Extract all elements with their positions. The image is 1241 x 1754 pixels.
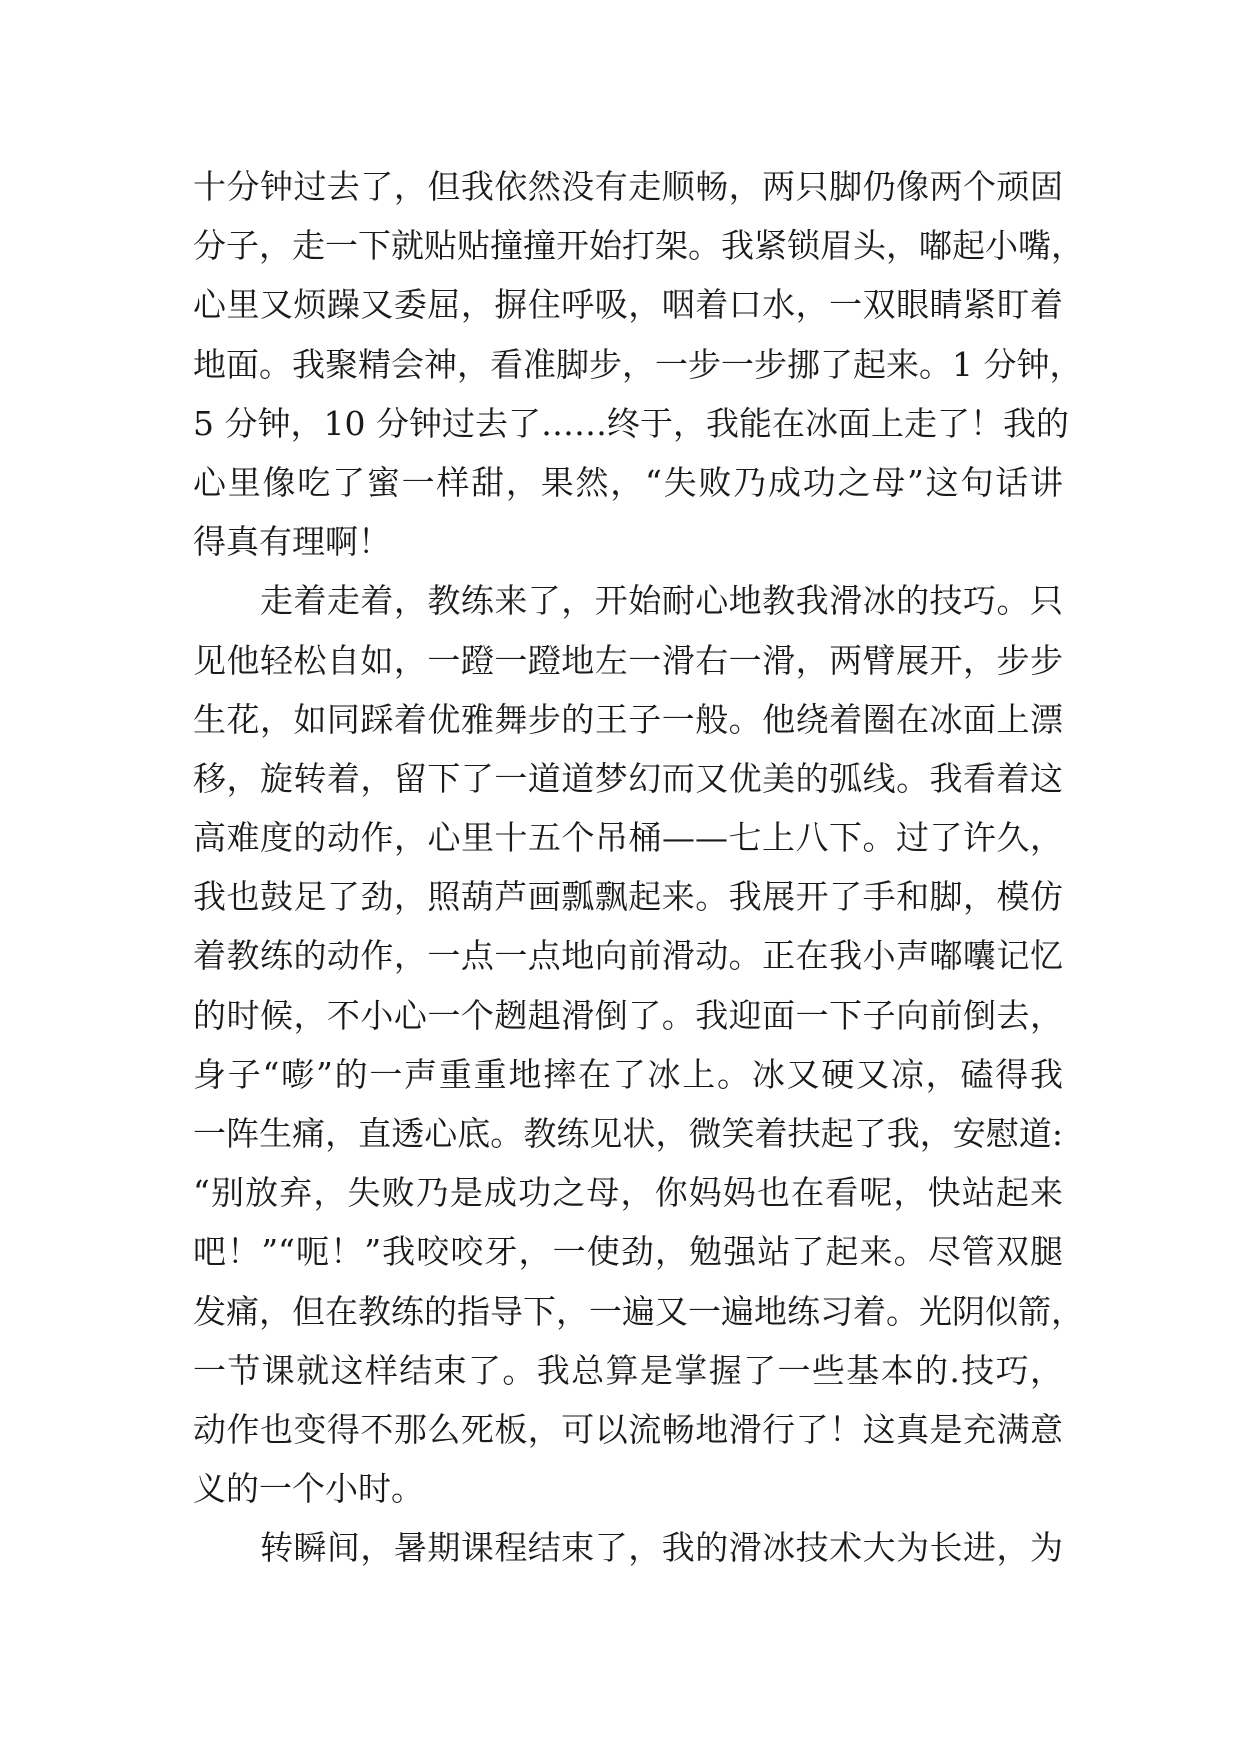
text-line: 移，旋转着，留下了一道道梦幻而又优美的弧线。我看着这 [193, 758, 1063, 798]
body-text [193, 157, 1084, 1578]
text-line: 地面。我聚精会神，看准脚步，一步一步挪了起来。1 分钟， [193, 344, 1083, 384]
text-line: 吧！”“呃！”我咬咬牙，一使劲，勉强站了起来。尽管双腿 [193, 1232, 1063, 1272]
text-line: 高难度的动作，心里十五个吊桶——七上八下。过了许久， [193, 818, 1063, 858]
text-line: 一节课就这样结束了。我总算是掌握了一些基本的.技巧， [193, 1350, 1063, 1390]
text-line: 分子，走一下就贴贴撞撞开始打架。我紧锁眉头，嘟起小嘴， [193, 226, 1084, 266]
text-line: 身子“嘭”的一声重重地摔在了冰上。冰又硬又凉，磕得我 [193, 1054, 1063, 1094]
text-line: 生花，如同踩着优雅舞步的王子一般。他绕着圈在冰面上漂 [193, 699, 1063, 739]
text-line: 一阵生痛，直透心底。教练见状，微笑着扶起了我，安慰道: [193, 1114, 1063, 1153]
text-line: “别放弃，失败乃是成功之母，你妈妈也在看呢，快站起来 [193, 1173, 1063, 1213]
text-line: 转瞬间，暑期课程结束了，我的滑冰技术大为长进，为 [193, 1528, 1063, 1568]
text-line: 我也鼓足了劲，照葫芦画瓢飘起来。我展开了手和脚，模仿 [193, 877, 1063, 917]
text-line: 见他轻松自如，一蹬一蹬地左一滑右一滑，两臂展开，步步 [193, 640, 1063, 680]
text-line: 动作也变得不那么死板，可以流畅地滑行了！这真是充满意 [193, 1409, 1063, 1449]
text-line: 心里像吃了蜜一样甜，果然，“失败乃成功之母”这句话讲 [193, 462, 1063, 502]
text-line: 的时候，不小心一个趔趄滑倒了。我迎面一下子向前倒去， [193, 995, 1063, 1035]
text-line: 心里又烦躁又委屈，摒住呼吸，咽着口水，一双眼睛紧盯着 [193, 285, 1063, 325]
text-line: 5 分钟，10 分钟过去了……终于，我能在冰面上走了！我的 [193, 403, 1069, 443]
text-line: 发痛，但在教练的指导下，一遍又一遍地练习着。光阴似箭， [193, 1291, 1084, 1331]
text-line: 走着走着，教练来了，开始耐心地教我滑冰的技巧。只 [193, 581, 1063, 621]
text-line: 得真有理啊！ [193, 522, 391, 562]
text-line: 着教练的动作，一点一点地向前滑动。正在我小声嘟囔记忆 [193, 936, 1063, 976]
text-line: 义的一个小时。 [193, 1469, 424, 1509]
text-line: 十分钟过去了，但我依然没有走顺畅，两只脚仍像两个顽固 [193, 167, 1063, 206]
